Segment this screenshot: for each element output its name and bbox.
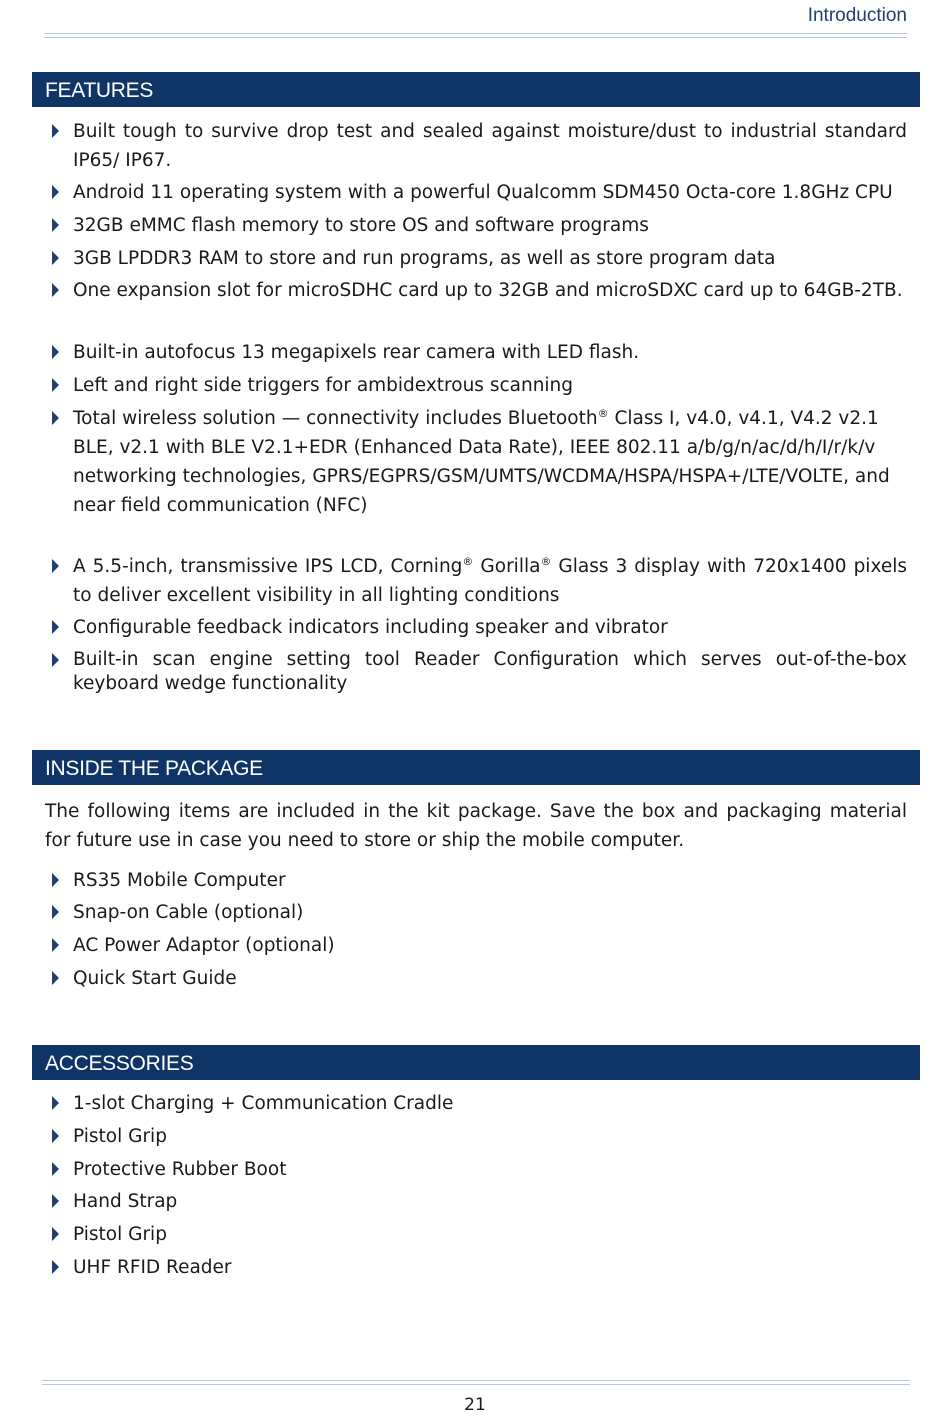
registered-mark: ® [462,555,474,568]
package-intro: The following items are included in the kit package. Save the box and packaging material for future use in case you need to store or ship the mobile computer. [45,801,907,851]
feature-item: 3GB LPDDR3 RAM to store and run programs, as well as store program data [73,248,776,269]
package-heading: INSIDE THE PACKAGE [32,750,920,785]
accessories-heading: ACCESSORIES [32,1045,920,1080]
feature-item-display: A 5.5-inch, transmissive IPS LCD, Corning® Gorilla® Glass 3 display with 720x1400 pixels to deliver excellent visibility in all lighting conditions [73,555,907,606]
bullet-arrow-icon [52,411,59,425]
bullet-arrow-icon [52,1194,59,1208]
accessory-item: Pistol Grip [73,1126,167,1147]
running-header-title: Introduction [807,5,907,26]
bullet-arrow-icon [52,124,59,138]
package-item: Snap-on Cable (optional) [73,902,304,923]
bullet-arrow-icon [52,1096,59,1110]
bullet-arrow-icon [52,873,59,887]
bullet-arrow-icon [52,653,59,667]
feature-item: Configurable feedback indicators including speaker and vibrator [73,617,668,638]
accessory-item: Hand Strap [73,1191,178,1212]
bullet-arrow-icon [52,1162,59,1176]
bullet-arrow-icon [52,378,59,392]
bullet-arrow-icon [52,251,59,265]
footer-rule [42,1380,910,1385]
package-item: AC Power Adaptor (optional) [73,935,335,956]
bullet-arrow-icon [52,1227,59,1241]
bullet-arrow-icon [52,185,59,199]
bullet-arrow-icon [52,1129,59,1143]
bullet-arrow-icon [52,345,59,359]
feature-item: Android 11 operating system with a powerful Qualcomm SDM450 Octa-core 1.8GHz CPU [73,182,893,203]
header-rule [44,33,907,38]
accessory-item: Pistol Grip [73,1224,167,1245]
registered-mark: ® [597,407,609,420]
feature-item-wireless: Total wireless solution — connectivity includes Bluetooth® Class I, v4.0, v4.1, V4.2 v2.1 BLE, v2.1 with BLE V2.1+EDR (Enhanced Data Rate), IEEE 802.11 a/b/g/n/ac/d/h/I/r/k/v networking technologies, GPRS/EGPRS/GSM/UMTS/WCDMA/HSPA/HSPA+/LTE/VOLTE, and near field communication (NFC) [73,407,890,516]
bullet-arrow-icon [52,905,59,919]
features-heading: FEATURES [32,72,920,107]
bullet-arrow-icon [52,218,59,232]
bullet-arrow-icon [52,559,59,573]
package-item: RS35 Mobile Computer [73,870,286,891]
feature-item: Built tough to survive drop test and sealed against moisture/dust to industrial standard IP65/ IP67. [73,121,907,171]
accessory-item: 1-slot Charging + Communication Cradle [73,1093,454,1114]
feature-item: 32GB eMMC flash memory to store OS and software programs [73,215,649,236]
bullet-arrow-icon [52,971,59,985]
accessory-item: UHF RFID Reader [73,1257,232,1278]
accessory-item: Protective Rubber Boot [73,1159,287,1180]
bullet-arrow-icon [52,283,59,297]
page-number: 21 [464,1395,486,1415]
bullet-arrow-icon [52,938,59,952]
feature-item: One expansion slot for microSDHC card up to 32GB and microSDXC card up to 64GB-2TB. [73,280,903,301]
bullet-arrow-icon [52,1260,59,1274]
feature-item: Built-in scan engine setting tool Reader Configuration which serves out-of-the-box keyboard wedge functionality [73,649,907,694]
package-item: Quick Start Guide [73,968,237,989]
bullet-arrow-icon [52,620,59,634]
registered-mark: ® [540,555,552,568]
feature-item: Built-in autofocus 13 megapixels rear camera with LED flash. [73,342,640,363]
feature-item: Left and right side triggers for ambidextrous scanning [73,375,574,396]
